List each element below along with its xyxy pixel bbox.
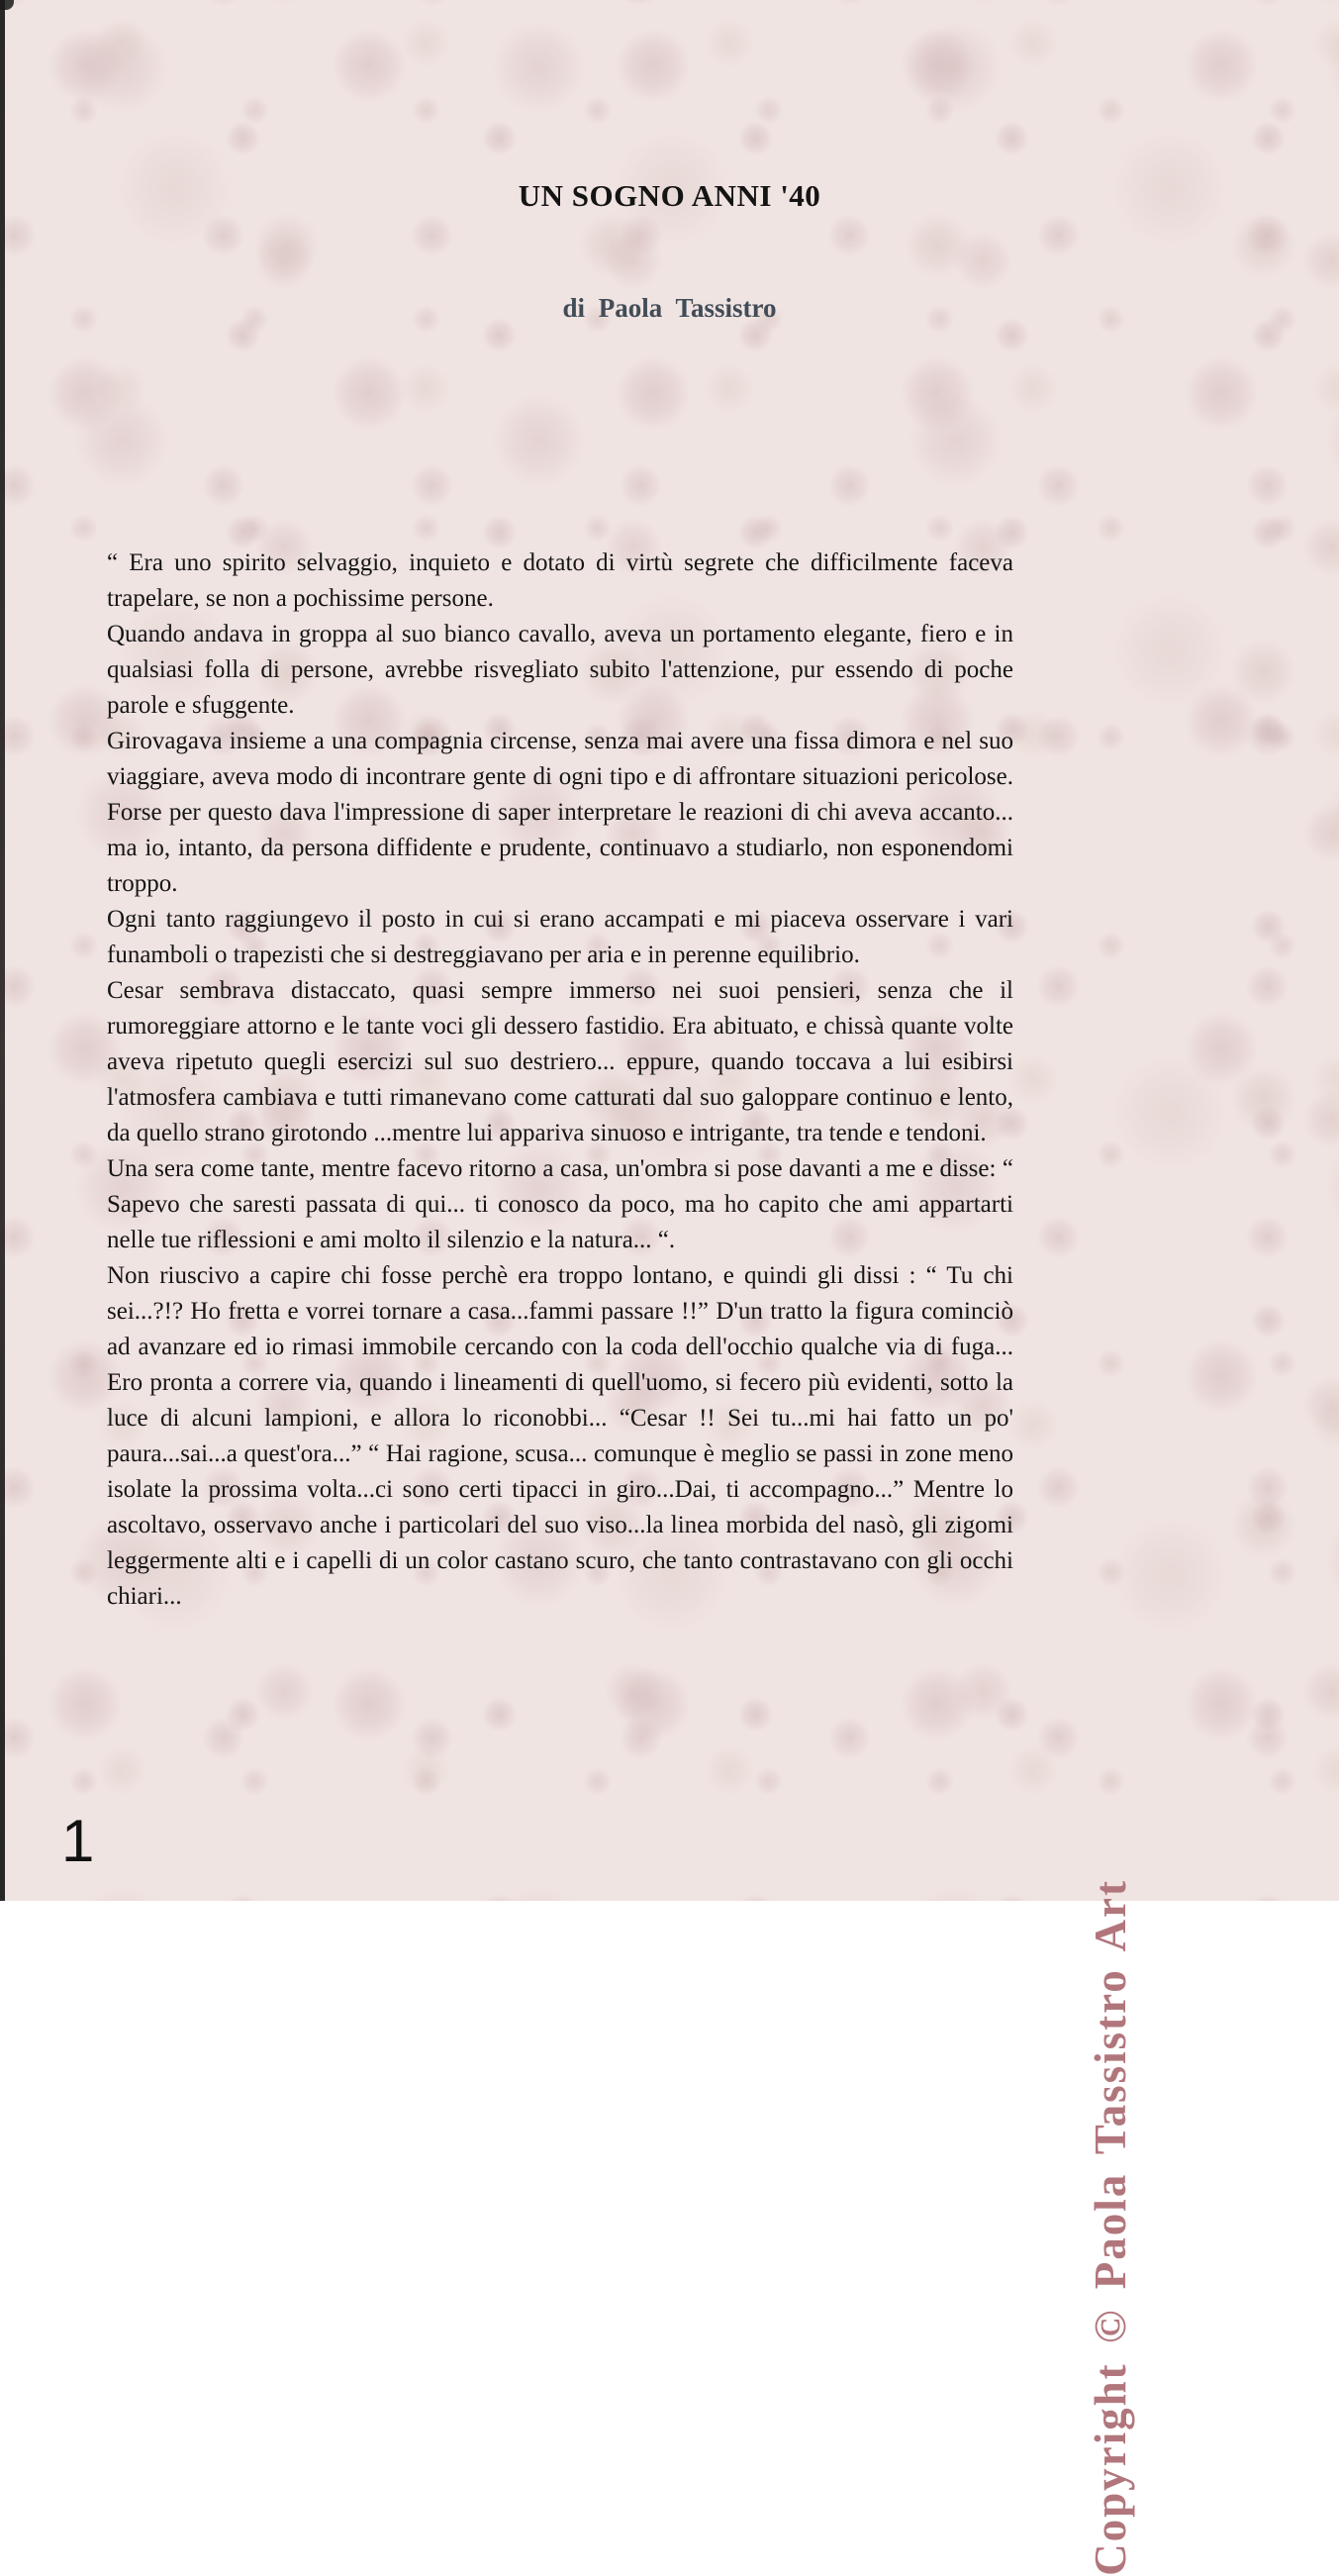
story-paragraph: Cesar sembrava distaccato, quasi sempre immerso nei suoi pensieri, senza che il rumoreggiare attorno e le tante voci gli dessero fastidio. Era abituato, e chissà quante volte aveva ripetuto quegli esercizi sul suo destriero... eppure, quando toccava a lui esibirsi l'atmosfera cambiava e tutti rimanevano come catturati dal suo galoppare continuo e lento, da quello strano girotondo ...mentre lui appariva sinuoso e intrigante, tra tende e tendoni. [107,977,1013,1146]
story-byline: di Paola Tassistro [562,293,777,323]
scan-edge-shadow [0,0,5,1901]
page-number: 1 [61,1808,95,1874]
copyright-watermark: Copyright © Paola Tassistro Art [1086,1879,1135,2576]
story-paragraph: Ogni tanto raggiungevo il posto in cui si erano accampati e mi piaceva osservare i vari funamboli o trapezisti che si destreggiavano per aria e in perenne equilibrio. [107,906,1013,968]
story-paragraph: Una sera come tante, mentre facevo ritorno a casa, un'ombra si pose davanti a me e disse: “ Sapevo che saresti passata di qui... ti conosco da poco, ma ho capito che ami appartarti nelle tue riflessioni e ami molto il silenzio e la natura... “. [107,1155,1013,1253]
scan-corner-mark [0,0,14,10]
story-title: UN SOGNO ANNI '40 [518,178,821,213]
story-paragraph: Non riuscivo a capire chi fosse perchè era troppo lontano, e quindi gli dissi : “ Tu chi sei...?!? Ho fretta e vorrei tornare a casa...fammi passare !!” D'un tratto la figura cominciò ad avanzare ed io rimasi immobile cercando con la coda dell'occhio qualche via di fuga... Ero pronta a correre via, quando i lineamenti di quell'uomo, si fecero più evidenti, sotto la luce di alcuni lampioni, e allora lo riconobbi... “Cesar !! Sei tu...mi hai fatto un po' paura...sai...a quest'ora...” “ Hai ragione, scusa... comunque è meglio se passi in zone meno isolate la prossima volta...ci sono certi tipacci in giro...Dai, ti accompagno...” Mentre lo ascoltavo, osservavo anche i particolari del suo viso...la linea morbida del nasò, gli zigomi leggermente alti e i capelli di un color castano scuro, che tanto contrastavano con gli occhi chiari... [107,1262,1013,1610]
story-paragraph: “ Era uno spirito selvaggio, inquieto e dotato di virtù segrete che difficilmente faceva trapelare, se non a pochissime persone. [107,549,1013,612]
story-paragraph: Quando andava in groppa al suo bianco cavallo, aveva un portamento elegante, fiero e in qualsiasi folla di persone, avrebbe risvegliato subito l'attenzione, pur essendo di poche parole e sfuggente. [107,621,1013,719]
story-paragraph: Girovagava insieme a una compagnia circense, senza mai avere una fissa dimora e nel suo viaggiare, aveva modo di incontrare gente di ogni tipo e di affrontare situazioni pericolose. Forse per questo dava l'impressione di saper interpretare le reazioni di chi aveva accanto... ma io, intanto, da persona diffidente e prudente, continuavo a studiarlo, non esponendomi troppo. [107,728,1013,897]
story-body [107,545,1013,1615]
